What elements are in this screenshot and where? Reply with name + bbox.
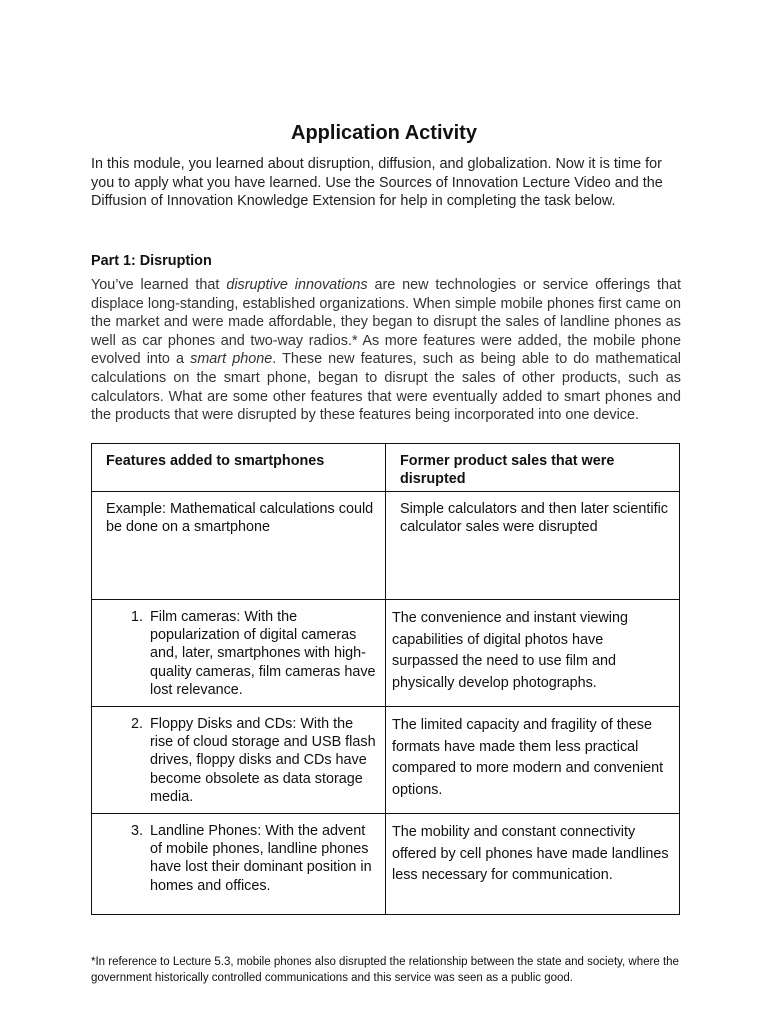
feature-cell [92, 707, 386, 814]
disruption-text-b: are new technologies or service offerings that displace long-standing, established organizations. When simple mobile phones first came on the market and were made affordable, they began to disrupt the sales of landline phones as well as car phones and two-way radios.* As more features were added, the mobile phone evolved into a [91, 277, 682, 368]
disruption-paragraph [91, 276, 681, 425]
intro-paragraph: In this module, you learned about disruption, diffusion, and globalization. Now it is time for you to apply what you have learned. Use the Sources of Innovation Lecture Video and the Diffusion of Innovation Knowledge Extension for help in completing the task below. [91, 156, 663, 209]
table-row [92, 707, 680, 814]
disruption-text-c: . These new features, such as being able to do mathematical calculations on the smart phone, began to disrupt the sales of other products, such as calculators. What are some other features that were eventually added to smart phones and the products that were disrupted by these features being incorporated into one device. [91, 351, 681, 424]
row-number: 2. [130, 716, 143, 732]
table-row [92, 814, 680, 915]
table-row [92, 600, 680, 707]
part1-heading: Part 1: Disruption [91, 253, 212, 269]
feature-text: Floppy Disks and CDs: With the rise of cloud storage and USB flash drives, floppy disks and CDs have become obsolete as data storage media. [150, 716, 376, 805]
feature-cell [92, 600, 386, 707]
disrupted-cell: The convenience and instant viewing capabilities of digital photos have surpassed the need to use film and physically develop photographs. [386, 600, 680, 707]
page-title: Application Activity [291, 122, 477, 144]
example-disrupted: Simple calculators and then later scientific calculator sales were disrupted [386, 492, 680, 600]
header-features: Features added to smartphones [92, 444, 386, 492]
example-feature: Example: Mathematical calculations could be done on a smartphone [92, 492, 386, 600]
feature-text: Landline Phones: With the advent of mobile phones, landline phones have lost their dominant position in homes and offices. [150, 823, 372, 894]
smart-phone-term: smart phone [190, 351, 273, 368]
disrupted-cell: The limited capacity and fragility of these formats have made them less practical compared to more modern and convenient options. [386, 707, 680, 814]
row-number: 1. [130, 609, 143, 625]
feature-text: Film cameras: With the popularization of digital cameras and, later, smartphones with high-quality cameras, film cameras have lost relevance. [150, 609, 376, 698]
disruptive-innovations-term: disruptive innovations [226, 277, 368, 293]
disrupted-cell: The mobility and constant connectivity offered by cell phones have made landlines less necessary for communication. [386, 814, 680, 915]
footnote: *In reference to Lecture 5.3, mobile phones also disrupted the relationship between the state and society, where the government historically controlled communications and this service was seen as a public good. [91, 956, 679, 984]
features-table [91, 443, 680, 915]
example-row [92, 492, 680, 600]
table-header-row [92, 444, 680, 492]
disruption-text-a: You’ve learned that [91, 277, 227, 293]
row-number: 3. [130, 823, 143, 839]
header-disrupted: Former product sales that were disrupted [386, 444, 680, 492]
feature-cell [92, 814, 386, 915]
